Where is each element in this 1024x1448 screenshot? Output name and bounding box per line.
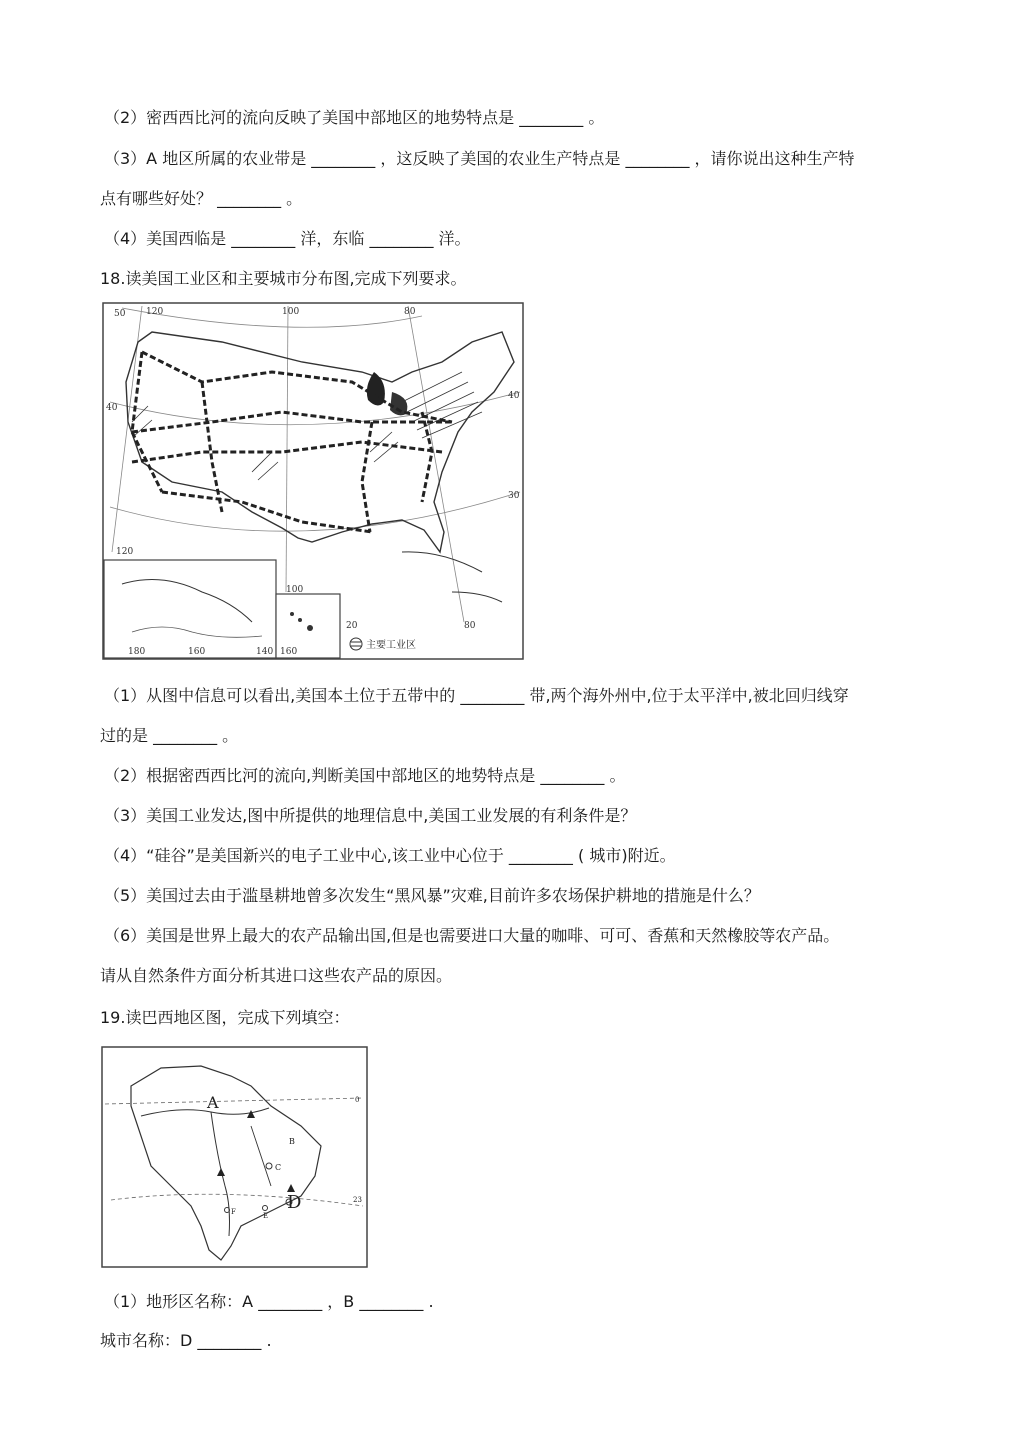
q18-sub5: （5）美国过去由于滥垦耕地曾多次发生“黑风暴”灾难,目前许多农场保护耕地的措施是什么？ <box>104 886 760 905</box>
lon-label: 120 <box>116 547 134 557</box>
lat-label: 50 <box>114 309 126 319</box>
map-label-d: D <box>287 1192 302 1213</box>
q18-sub2: （2）根据密西西比河的流向,判断美国中部地区的地势特点是 ________ 。 <box>104 766 626 785</box>
lon-label: 160 <box>188 647 206 657</box>
map-label-tropic: 23 <box>353 1196 362 1204</box>
q17-sub4: （4）美国西临是 ________ 洋，东临 ________ 洋。 <box>104 229 471 248</box>
q19-sub1: （1）地形区名称：A ________ ，B ________ . <box>104 1292 434 1311</box>
q18-sub6-line2: 请从自然条件方面分析其进口这些农产品的原因。 <box>100 966 453 985</box>
map-label-f: F <box>231 1208 236 1216</box>
q18-sub1-line1: （1）从图中信息可以看出,美国本土位于五带中的 ________ 带,两个海外州中,位于太平洋中,被北回归线穿 <box>104 686 849 705</box>
q17-sub3-line1: （3）A 地区所属的农业带是 ________ ，这反映了美国的农业生产特点是 ________ ，请你说出这种生产特 <box>104 149 855 168</box>
lon-label: 140 <box>256 647 274 657</box>
map-label-c: C <box>275 1163 282 1172</box>
lat-label: 40 <box>508 391 520 401</box>
map-label-e: E <box>263 1212 269 1220</box>
lon-label: 120 <box>146 307 164 317</box>
q18-sub3: （3）美国工业发达,图中所提供的地理信息中,美国工业发展的有利条件是？ <box>104 806 637 825</box>
lon-label: 160 <box>280 647 298 657</box>
map-label-b: B <box>289 1137 295 1146</box>
legend-label: 主要工业区 <box>366 640 416 651</box>
lon-label: 180 <box>128 647 146 657</box>
usa-industry-map <box>102 302 524 660</box>
lat-label: 20 <box>346 621 358 631</box>
map-label-equator: 0 <box>355 1096 360 1104</box>
q17-sub3-line2: 点有哪些好处？ ________ 。 <box>100 189 303 208</box>
brazil-map <box>101 1046 368 1268</box>
q18-sub1-line2: 过的是 ________ 。 <box>100 726 239 745</box>
q18-title: 18.读美国工业区和主要城市分布图,完成下列要求。 <box>100 269 467 288</box>
q17-sub2: （2）密西西比河的流向反映了美国中部地区的地势特点是 ________ 。 <box>104 108 605 127</box>
lon-label: 100 <box>282 307 300 317</box>
q19-sub1-city: 城市名称：D ________ . <box>100 1331 272 1350</box>
q19-title: 19.读巴西地区图，完成下列填空： <box>100 1008 350 1027</box>
lon-label: 80 <box>404 307 416 317</box>
lat-label: 30 <box>508 491 520 501</box>
q18-sub4: （4）“硅谷”是美国新兴的电子工业中心,该工业中心位于 ________ ( 城市)附近。 <box>104 846 676 865</box>
lon-label: 80 <box>464 621 476 631</box>
map-label-a: A <box>207 1093 219 1112</box>
q18-sub6-line1: （6）美国是世界上最大的农产品输出国,但是也需要进口大量的咖啡、可可、香蕉和天然橡胶等农产品。 <box>104 926 840 945</box>
lat-label: 40 <box>106 403 118 413</box>
lon-label: 100 <box>286 585 304 595</box>
